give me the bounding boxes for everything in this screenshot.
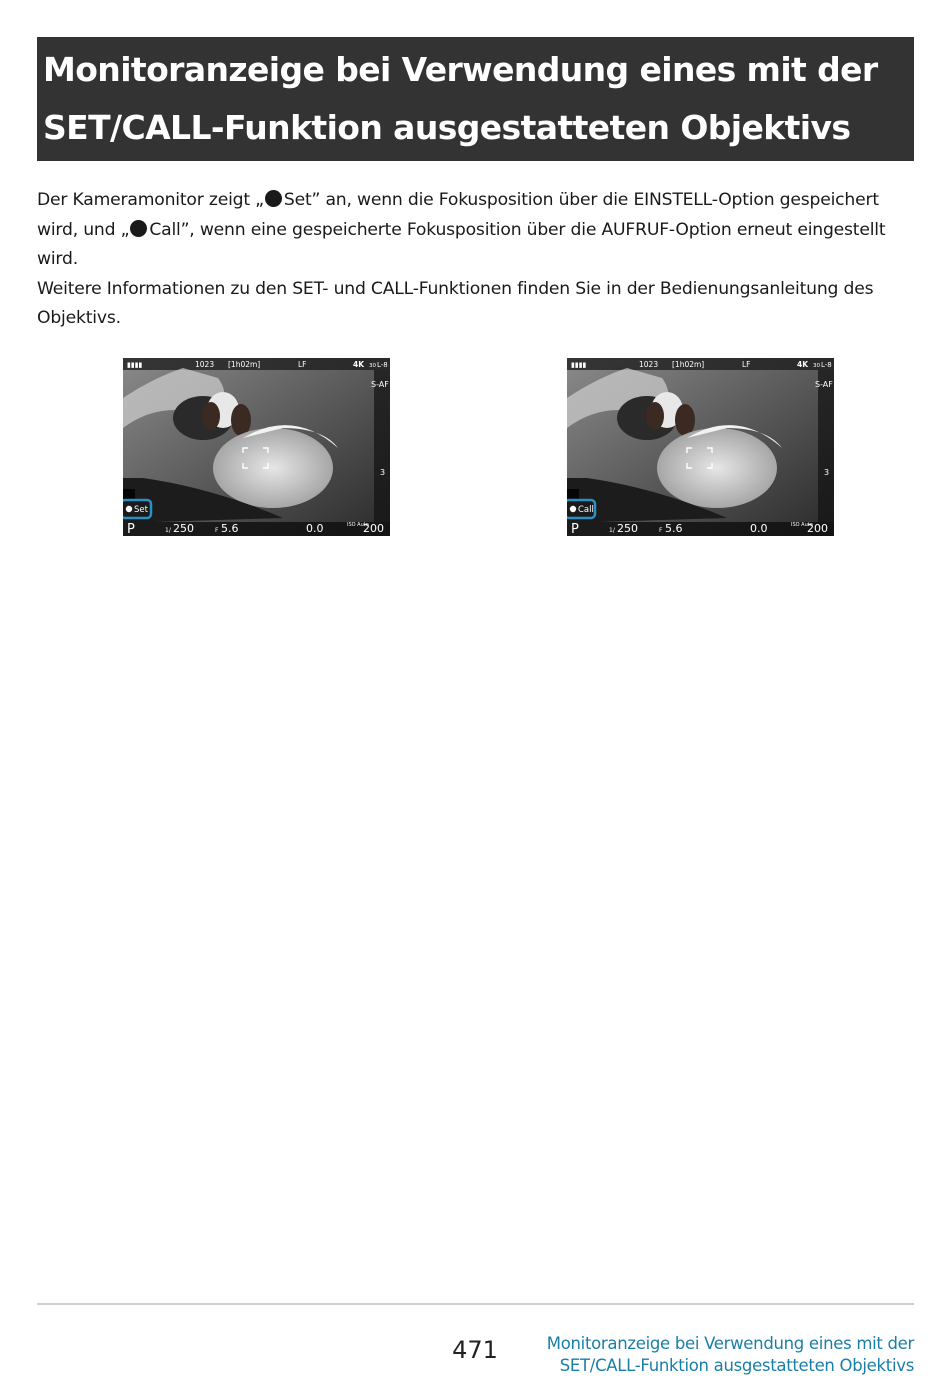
- paragraph-1: [37, 186, 917, 275]
- section-link-line-1[interactable]: Monitoranzeige bei Verwendung eines mit der: [546, 1334, 914, 1353]
- shutter-speed: 250: [173, 522, 194, 535]
- paragraph-1-part-a: Der Kameramonitor zeigt „: [37, 190, 264, 210]
- shooting-mode: P: [571, 522, 579, 536]
- iso-value: 200: [807, 522, 828, 535]
- image-quality: LF: [742, 360, 751, 369]
- svg-text:▮▮▮▮: ▮▮▮▮: [571, 361, 587, 369]
- image-quality: LF: [298, 360, 307, 369]
- recording-time: [1h02m]: [672, 360, 705, 369]
- paragraph-1-part-b: Set” an, wenn die Fokusposition über die EINSTELL-Option gespeichert wird, und „: [37, 190, 879, 240]
- shots-remaining: 1023: [639, 360, 659, 369]
- focus-preset-label: Call: [578, 505, 594, 515]
- aperture-value: 5.6: [665, 522, 683, 535]
- focus-dot-icon: [130, 220, 147, 237]
- camera-monitor-set-illustration: [123, 358, 390, 536]
- svg-text:1/: 1/: [165, 527, 171, 534]
- page-title: [37, 37, 914, 161]
- section-link-line-2[interactable]: SET/CALL-Funktion ausgestatteten Objektivs: [559, 1356, 914, 1375]
- iso-value: 200: [363, 522, 384, 535]
- video-resolution: 4K: [797, 360, 809, 369]
- svg-text:F: F: [215, 527, 219, 534]
- stabilization: 3: [824, 468, 830, 477]
- section-link[interactable]: [494, 1333, 914, 1377]
- shooting-mode: P: [127, 522, 135, 536]
- exposure-compensation: 0.0: [750, 522, 768, 535]
- video-quality: L-8: [821, 361, 832, 369]
- exposure-compensation: 0.0: [306, 522, 324, 535]
- stabilization: 3: [380, 468, 386, 477]
- shots-remaining: 1023: [195, 360, 215, 369]
- video-resolution: 4K: [353, 360, 365, 369]
- page-title-line-2: SET/CALL-Funktion ausgestatteten Objektivs: [43, 108, 851, 147]
- camera-monitor-call-illustration: [567, 358, 834, 536]
- aperture-value: 5.6: [221, 522, 239, 535]
- svg-text:F: F: [659, 527, 663, 534]
- shutter-speed: 250: [617, 522, 638, 535]
- page-title-line-1: Monitoranzeige bei Verwendung eines mit der: [43, 50, 878, 89]
- video-fps: 30: [813, 363, 820, 369]
- page-number: 471: [452, 1336, 498, 1364]
- iso-label: ISO Auto: [347, 522, 369, 528]
- af-mode: S-AF: [815, 380, 833, 389]
- paragraph-1-part-c: Call”, wenn eine gespeicherte Fokusposition über die AUFRUF-Option erneut eingestellt wird.: [37, 219, 886, 269]
- body-text: [37, 186, 917, 334]
- af-mode: S-AF: [371, 380, 389, 389]
- footer-divider: [37, 1303, 914, 1305]
- svg-text:1/: 1/: [609, 527, 615, 534]
- recording-time: [1h02m]: [228, 360, 261, 369]
- paragraph-2: Weitere Informationen zu den SET- und CALL-Funktionen finden Sie in der Bedienungsanleitung des Objektivs.: [37, 278, 874, 328]
- video-quality: L-8: [377, 361, 388, 369]
- iso-label: ISO Auto: [791, 522, 813, 528]
- camera-monitor-call: [567, 358, 834, 536]
- camera-monitor-set: [123, 358, 390, 536]
- focus-preset-label: Set: [134, 505, 148, 515]
- focus-dot-icon: [265, 190, 282, 207]
- video-fps: 30: [369, 363, 376, 369]
- svg-text:▮▮▮▮: ▮▮▮▮: [127, 361, 143, 369]
